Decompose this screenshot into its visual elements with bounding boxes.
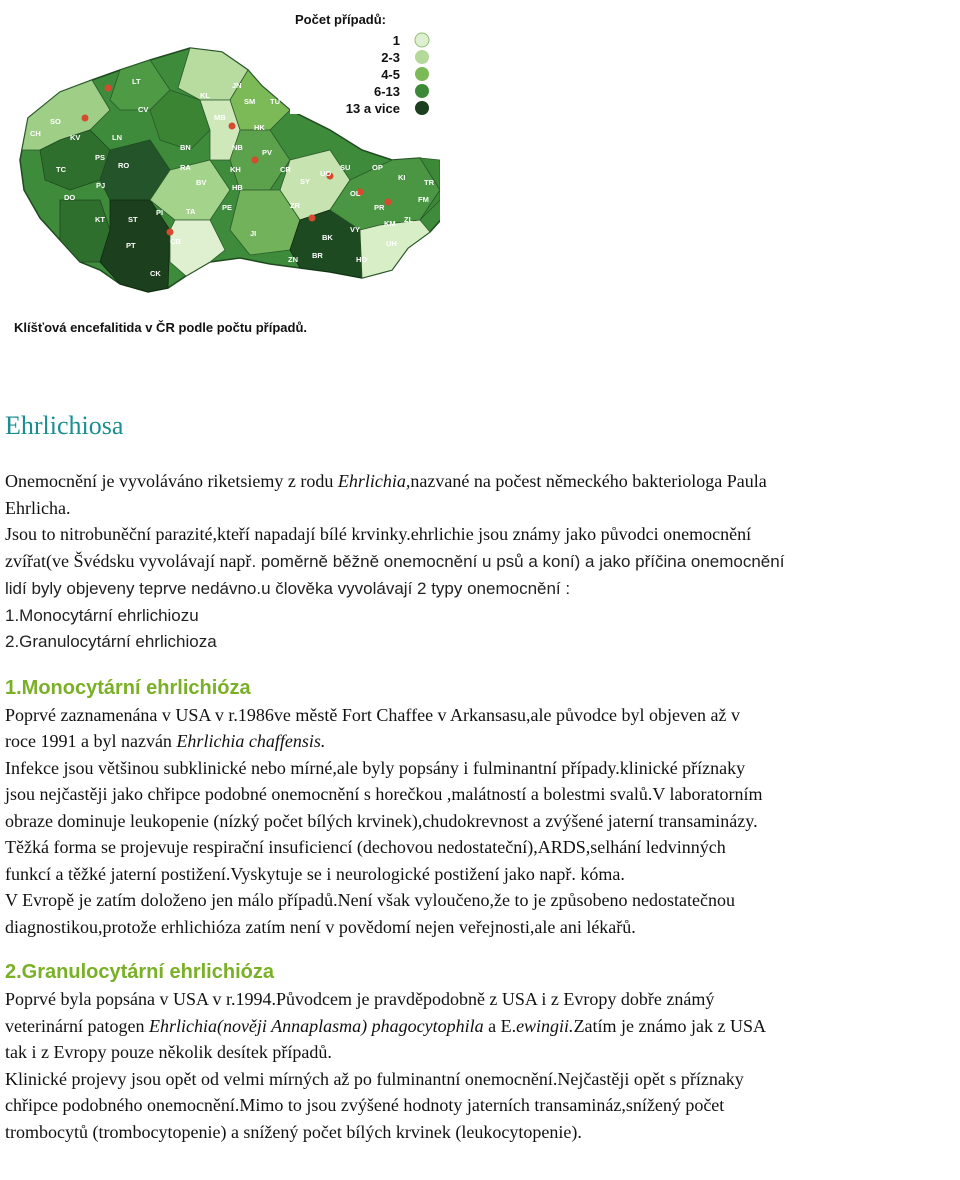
district-label: BR	[312, 251, 323, 260]
map-legend	[290, 6, 440, 116]
district-label: PR	[374, 203, 385, 212]
text: chřipce podobného onemocnění.Mimo to jsou zvýšené hodnoty jaterních transamináz,snížený počet	[5, 1095, 725, 1115]
legend-label: 2-3	[381, 50, 400, 65]
district-label: BV	[196, 178, 207, 187]
district-label: CR	[280, 165, 291, 174]
district-label: ZR	[290, 201, 300, 210]
district-label: CH	[30, 129, 41, 138]
text: trombocytů (trombocytopenie) a snížený počet bílých krvinek (leukocytopenie).	[5, 1121, 582, 1142]
text: veterinární patogen	[5, 1015, 149, 1036]
legend-swatch	[415, 101, 429, 115]
district-label: PE	[222, 203, 233, 212]
text: funkcí a těžké jaterní postižení.Vyskytuje se i neurologické postižení jako např. kóma.	[5, 863, 625, 884]
district-label: CB	[170, 237, 181, 246]
text: Ehrlicha.	[5, 497, 71, 518]
district-label: UO	[320, 169, 332, 178]
legend-label: 6-13	[373, 84, 400, 99]
district-label: PS	[95, 153, 106, 162]
district-label: PV	[262, 148, 273, 157]
district-label: KT	[95, 215, 105, 224]
text: . poměrně běžně onemocnění u psů a koní) a jako příčina onemocnění	[251, 551, 785, 571]
district-label: ZN	[288, 255, 298, 264]
legend-title: Počet případů:	[295, 12, 387, 27]
district-label: PT	[126, 241, 136, 250]
tick-encephalitis-map-figure	[0, 0, 440, 345]
page-title: Ehrlichiosa	[5, 411, 124, 440]
text: diagnostikou,protože erhlichióza zatím není v povědomí nejen veřejnosti,ale ani lékařů.	[5, 916, 636, 937]
district-label: KV	[70, 133, 81, 142]
district-label: UH	[386, 239, 397, 248]
species-name: Ehrlichia(nověji Annaplasma) phagocytophila	[148, 1015, 484, 1036]
district-label: RO	[118, 161, 130, 170]
district-label: JI	[250, 229, 257, 238]
text: Infekce jsou většinou subklinické nebo mírné,ale byly popsány i fulminantní případy.klinické příznaky	[5, 757, 746, 778]
district-label: TA	[186, 207, 196, 216]
district-label: LT	[132, 77, 141, 86]
legend-swatch	[415, 84, 429, 98]
district-label: MB	[214, 113, 226, 122]
district-label: NB	[232, 143, 243, 152]
map-caption: Klíšťová encefalitida v ČR podle počtu případů.	[14, 320, 307, 335]
district-label: CV	[138, 105, 149, 114]
district-label: RA	[180, 163, 191, 172]
text: zvířat(ve Švédsku vyvolávají např	[5, 550, 252, 571]
district-label: TU	[270, 97, 280, 106]
species-name: ewingii.	[516, 1015, 574, 1036]
district-label: TR	[424, 178, 434, 187]
text: Těžká forma se projevuje respirační insuficiencí (dechovou nedostateční),ARDS,selhání ledvinných	[5, 837, 726, 857]
district-label: DO	[64, 193, 76, 202]
list-item: 1.Monocytární ehrlichiozu	[5, 605, 199, 625]
district-label: FM	[418, 195, 429, 204]
district-label: ST	[128, 215, 138, 224]
legend-swatch	[415, 50, 429, 64]
text: nazvané na počest německého bakteriologa Paula	[410, 471, 767, 491]
text: roce 1991 a byl nazván	[5, 731, 177, 751]
district-label: KM	[384, 219, 396, 228]
text: Jsou to nitrobuněční parazité,kteří napadají bílé krvinky.ehrlichie jsou známy jako původci onemocnění	[5, 524, 752, 544]
legend-swatch	[415, 67, 429, 81]
district-label: ZL	[404, 215, 414, 224]
district-label: OP	[372, 163, 383, 172]
district-label: KH	[230, 165, 241, 174]
district-label: OL	[350, 189, 361, 198]
district-label: HB	[232, 183, 243, 192]
district-label: KI	[398, 173, 406, 182]
text: Zatím je známo jak z USA	[573, 1015, 767, 1036]
text: tak i z Evropy pouze několik desítek případů.	[5, 1042, 332, 1062]
text: u člověka vyvolávají 2 typy onemocnění :	[261, 579, 571, 598]
text: V Evropě je zatím doloženo jen málo případů.Není však vyloučeno,že to je způsobeno nedostatečnou	[5, 890, 735, 910]
section-monocytic-text	[5, 702, 957, 941]
district-label: LN	[112, 133, 122, 142]
legend-label: 4-5	[381, 67, 400, 82]
text: a E.	[483, 1015, 517, 1036]
list-item: 2.Granulocytární ehrlichioza	[5, 632, 217, 651]
section-heading-monocytic: 1.Monocytární ehrlichióza	[5, 676, 251, 699]
district-label: SY	[300, 177, 311, 186]
text: Onemocnění je vyvoláváno riketsiemy z rodu	[5, 471, 338, 491]
text: lidí byly objeveny teprve nedávno.	[5, 579, 262, 598]
intro-paragraph	[5, 468, 957, 656]
text: jsou nejčastěji jako chřipce podobné onemocnění s horečkou ,malátností a bolestmi svalů.V laboratorním	[5, 784, 763, 804]
genus-name: Ehrlichia,	[337, 471, 411, 491]
district-label: SO	[50, 117, 61, 126]
legend-label: 13 a vice	[345, 101, 400, 116]
district-label: HO	[356, 255, 368, 264]
species-name: Ehrlichia chaffensis.	[176, 731, 326, 751]
legend-swatch	[415, 33, 429, 47]
district-label: BN	[180, 143, 191, 152]
district-label: KL	[200, 91, 210, 100]
district-label: PJ	[96, 181, 106, 190]
legend-label: 1	[392, 33, 400, 48]
text: Klinické projevy jsou opět od velmi mírných až po fulminantní onemocnění.Nejčastěji opět s příznaky	[5, 1068, 744, 1089]
district-label: VY	[350, 225, 361, 234]
district-label: PI	[156, 208, 164, 217]
text: Poprvé zaznamenána v USA v r.1986ve městě Fort Chaffee v Arkansasu,ale původce byl objeven až v	[5, 704, 740, 725]
text: Poprvé byla popsána v USA v r.1994.Původcem je pravděpodobně z USA i z Evropy dobře známý	[5, 989, 715, 1009]
district-label: BK	[322, 233, 333, 242]
district-label: HK	[254, 123, 265, 132]
district-label: TC	[56, 165, 66, 174]
district-label: SM	[244, 97, 256, 106]
document-body	[5, 408, 957, 1145]
district-label: JN	[232, 81, 242, 90]
text: obraze dominuje leukopenie (nízký počet bílých krvinek),chudokrevnost a zvýšené jaterní transaminázy.	[5, 810, 758, 831]
district-label: CK	[150, 269, 161, 278]
district-label: SU	[340, 163, 351, 172]
section-heading-granulocytic: 2.Granulocytární ehrlichióza	[5, 961, 274, 983]
section-granulocytic-text	[5, 986, 957, 1145]
